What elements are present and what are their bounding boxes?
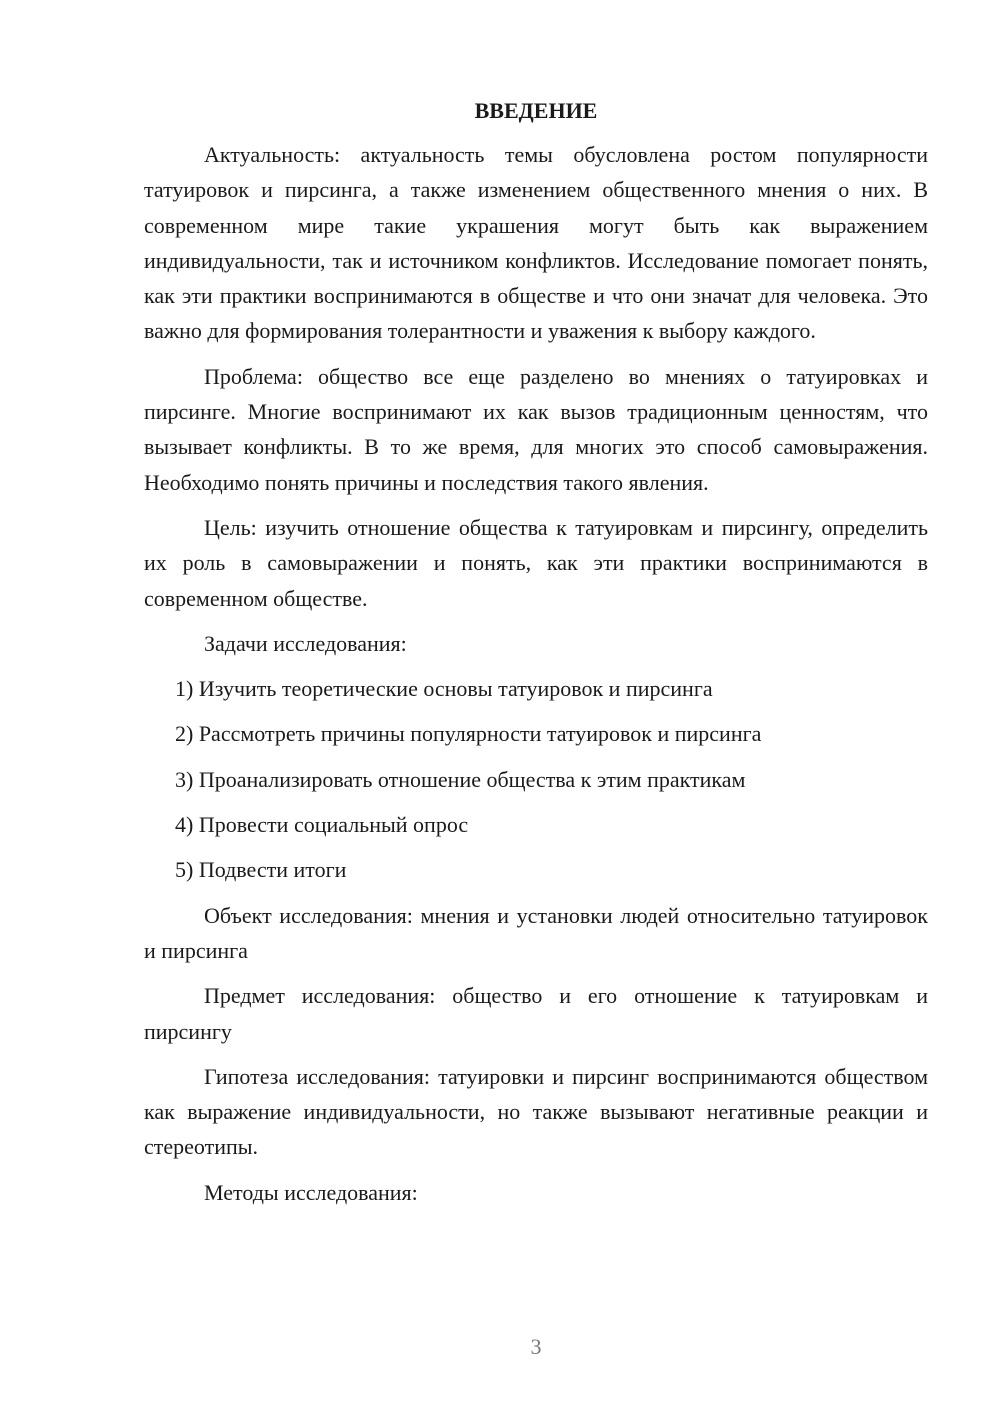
page-number: 3 [530,1334,542,1359]
task-item-3: 3) Проанализировать отношение общества к этим практикам [175,766,746,792]
task-item-4: 4) Провести социальный опрос [175,812,469,838]
task-item-2: 2) Рассмотреть причины популярности татуировок и пирсинга [175,721,762,747]
relevance-paragraph: Актуальность: актуальность темы обусловлена ростом популярности татуировок и пирсинга, а также изменением общественного мнения о них. В современном мире такие украшения могут быть как выражением индивидуальности, так и источником конфликтов. Исследование помогает понять, как эти практики воспринимаются в обществе и что они значат для человека. Это важно для формирования толерантности и уважения к выбору каждого. [144,142,928,344]
methods-heading: Методы исследования: [204,1179,418,1205]
hypothesis-paragraph: Гипотеза исследования: татуировки и пирсинг воспринимаются обществом как выражение индивидуальности, но также вызывают негативные реакции и стереотипы. [144,1063,928,1160]
goal-paragraph: Цель: изучить отношение общества к татуировкам и пирсингу, определить их роль в самовыражении и понять, как эти практики воспринимаются в современном обществе. [144,514,928,611]
subject-paragraph: Предмет исследования: общество и его отношение к татуировкам и пирсингу [144,983,928,1044]
task-item-5: 5) Подвести итоги [175,857,347,883]
page-content [144,96,928,1220]
section-title: ВВЕДЕНИЕ [474,98,598,123]
tasks-heading: Задачи исследования: [204,630,407,656]
tasks-list [144,671,928,887]
task-item-1: 1) Изучить теоретические основы татуировок и пирсинга [175,676,713,702]
problem-paragraph: Проблема: общество все еще разделено во мнениях о татуировках и пирсинге. Многие воспринимают их как вызов традиционным ценностям, что вызывает конфликты. В то же время, для многих это способ самовыражения. Необходимо понять причины и последствия такого явления. [144,363,928,495]
object-paragraph: Объект исследования: мнения и установки людей относительно татуировок и пирсинга [144,902,928,963]
